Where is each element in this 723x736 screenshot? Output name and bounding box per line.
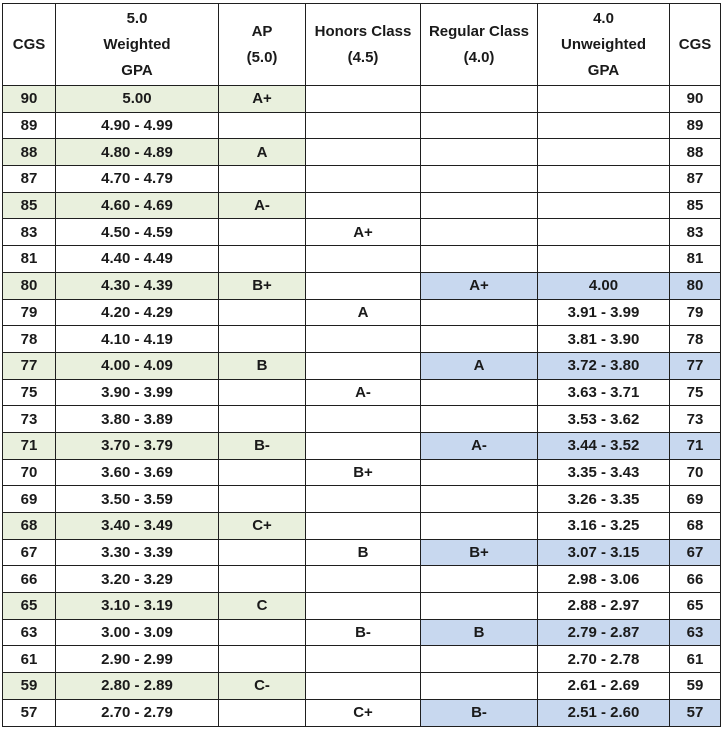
cgs-cell: 90 [3, 86, 56, 113]
ap-grade-cell [219, 566, 306, 593]
unweighted-gpa-cell [538, 246, 670, 273]
unweighted-gpa-cell: 2.88 - 2.97 [538, 593, 670, 620]
cgs-right-cell: 61 [670, 646, 721, 673]
ap-grade-cell [219, 646, 306, 673]
cgs-cell: 67 [3, 539, 56, 566]
table-row [3, 619, 721, 646]
table-body [3, 86, 721, 727]
honors-grade-cell [306, 326, 421, 353]
regular-grade-cell: B [421, 619, 538, 646]
weighted-gpa-cell: 3.80 - 3.89 [56, 406, 219, 433]
regular-grade-cell: B- [421, 699, 538, 726]
weighted-gpa-cell: 3.60 - 3.69 [56, 459, 219, 486]
cgs-right-cell: 88 [670, 139, 721, 166]
honors-grade-cell [306, 112, 421, 139]
cgs-cell: 83 [3, 219, 56, 246]
regular-grade-cell: A [421, 352, 538, 379]
unweighted-gpa-cell: 3.81 - 3.90 [538, 326, 670, 353]
regular-grade-cell [421, 513, 538, 540]
honors-grade-cell [306, 486, 421, 513]
regular-grade-cell [421, 112, 538, 139]
weighted-gpa-cell: 4.50 - 4.59 [56, 219, 219, 246]
cgs-cell: 77 [3, 352, 56, 379]
cgs-cell: 66 [3, 566, 56, 593]
weighted-gpa-cell: 2.90 - 2.99 [56, 646, 219, 673]
honors-grade-cell [306, 192, 421, 219]
table-row [3, 352, 721, 379]
cgs-right-cell: 87 [670, 166, 721, 193]
table-row [3, 192, 721, 219]
cgs-cell: 59 [3, 673, 56, 700]
ap-grade-cell: C- [219, 673, 306, 700]
regular-grade-cell [421, 326, 538, 353]
header-cgs-right: CGS [670, 4, 721, 86]
regular-grade-cell [421, 593, 538, 620]
unweighted-gpa-cell: 2.79 - 2.87 [538, 619, 670, 646]
cgs-right-cell: 59 [670, 673, 721, 700]
cgs-right-cell: 83 [670, 219, 721, 246]
unweighted-gpa-cell [538, 139, 670, 166]
ap-grade-cell [219, 699, 306, 726]
ap-grade-cell [219, 246, 306, 273]
weighted-gpa-cell: 2.70 - 2.79 [56, 699, 219, 726]
table-row [3, 299, 721, 326]
honors-grade-cell [306, 166, 421, 193]
regular-grade-cell: B+ [421, 539, 538, 566]
ap-grade-cell [219, 619, 306, 646]
regular-grade-cell [421, 459, 538, 486]
cgs-cell: 75 [3, 379, 56, 406]
weighted-gpa-cell: 4.00 - 4.09 [56, 352, 219, 379]
weighted-gpa-cell: 3.20 - 3.29 [56, 566, 219, 593]
weighted-gpa-cell: 4.30 - 4.39 [56, 272, 219, 299]
regular-grade-cell [421, 246, 538, 273]
regular-grade-cell [421, 219, 538, 246]
table-row [3, 406, 721, 433]
unweighted-gpa-cell [538, 166, 670, 193]
ap-grade-cell: C [219, 593, 306, 620]
honors-grade-cell: A [306, 299, 421, 326]
table-row [3, 432, 721, 459]
cgs-cell: 89 [3, 112, 56, 139]
header-unweighted-gpa: 4.0 Unweighted GPA [538, 4, 670, 86]
regular-grade-cell [421, 86, 538, 113]
weighted-gpa-cell: 4.20 - 4.29 [56, 299, 219, 326]
cgs-right-cell: 81 [670, 246, 721, 273]
unweighted-gpa-cell: 2.98 - 3.06 [538, 566, 670, 593]
cgs-right-cell: 73 [670, 406, 721, 433]
cgs-right-cell: 57 [670, 699, 721, 726]
table-row [3, 673, 721, 700]
honors-grade-cell [306, 646, 421, 673]
header-honors-class: Honors Class (4.5) [306, 4, 421, 86]
ap-grade-cell: A [219, 139, 306, 166]
table-row [3, 593, 721, 620]
weighted-gpa-cell: 5.00 [56, 86, 219, 113]
honors-grade-cell [306, 406, 421, 433]
ap-grade-cell: A+ [219, 86, 306, 113]
weighted-gpa-cell: 3.50 - 3.59 [56, 486, 219, 513]
ap-grade-cell [219, 219, 306, 246]
table-row [3, 539, 721, 566]
honors-grade-cell: B+ [306, 459, 421, 486]
regular-grade-cell: A+ [421, 272, 538, 299]
weighted-gpa-cell: 4.80 - 4.89 [56, 139, 219, 166]
unweighted-gpa-cell: 3.63 - 3.71 [538, 379, 670, 406]
ap-grade-cell [219, 539, 306, 566]
regular-grade-cell [421, 646, 538, 673]
cgs-cell: 71 [3, 432, 56, 459]
table-row [3, 459, 721, 486]
cgs-cell: 57 [3, 699, 56, 726]
cgs-right-cell: 67 [670, 539, 721, 566]
ap-grade-cell [219, 406, 306, 433]
table-row [3, 86, 721, 113]
cgs-cell: 63 [3, 619, 56, 646]
table-row [3, 646, 721, 673]
table-row [3, 166, 721, 193]
ap-grade-cell [219, 486, 306, 513]
cgs-cell: 78 [3, 326, 56, 353]
ap-grade-cell [219, 112, 306, 139]
cgs-right-cell: 80 [670, 272, 721, 299]
table-wrapper [2, 3, 723, 727]
cgs-right-cell: 75 [670, 379, 721, 406]
table-row [3, 486, 721, 513]
honors-grade-cell: B- [306, 619, 421, 646]
regular-grade-cell: A- [421, 432, 538, 459]
table-row [3, 513, 721, 540]
honors-grade-cell [306, 352, 421, 379]
cgs-cell: 87 [3, 166, 56, 193]
weighted-gpa-cell: 4.60 - 4.69 [56, 192, 219, 219]
cgs-cell: 80 [3, 272, 56, 299]
weighted-gpa-cell: 3.30 - 3.39 [56, 539, 219, 566]
honors-grade-cell [306, 139, 421, 166]
unweighted-gpa-cell: 3.44 - 3.52 [538, 432, 670, 459]
honors-grade-cell [306, 566, 421, 593]
table-row [3, 699, 721, 726]
cgs-cell: 73 [3, 406, 56, 433]
ap-grade-cell [219, 299, 306, 326]
table-row [3, 566, 721, 593]
cgs-cell: 85 [3, 192, 56, 219]
cgs-right-cell: 63 [670, 619, 721, 646]
table-row [3, 246, 721, 273]
regular-grade-cell [421, 406, 538, 433]
weighted-gpa-cell: 4.40 - 4.49 [56, 246, 219, 273]
ap-grade-cell: A- [219, 192, 306, 219]
header-cgs-left: CGS [3, 4, 56, 86]
unweighted-gpa-cell [538, 112, 670, 139]
table-row [3, 379, 721, 406]
honors-grade-cell [306, 246, 421, 273]
regular-grade-cell [421, 166, 538, 193]
honors-grade-cell [306, 673, 421, 700]
cgs-right-cell: 78 [670, 326, 721, 353]
gpa-conversion-table [2, 3, 721, 727]
cgs-right-cell: 79 [670, 299, 721, 326]
honors-grade-cell [306, 593, 421, 620]
unweighted-gpa-cell: 4.00 [538, 272, 670, 299]
ap-grade-cell: C+ [219, 513, 306, 540]
unweighted-gpa-cell: 3.26 - 3.35 [538, 486, 670, 513]
cgs-cell: 79 [3, 299, 56, 326]
cgs-cell: 61 [3, 646, 56, 673]
honors-grade-cell [306, 432, 421, 459]
regular-grade-cell [421, 566, 538, 593]
cgs-right-cell: 90 [670, 86, 721, 113]
honors-grade-cell [306, 272, 421, 299]
regular-grade-cell [421, 379, 538, 406]
table-row [3, 219, 721, 246]
honors-grade-cell: C+ [306, 699, 421, 726]
header-weighted-gpa: 5.0 Weighted GPA [56, 4, 219, 86]
unweighted-gpa-cell: 3.53 - 3.62 [538, 406, 670, 433]
cgs-cell: 70 [3, 459, 56, 486]
cgs-cell: 69 [3, 486, 56, 513]
unweighted-gpa-cell [538, 192, 670, 219]
regular-grade-cell [421, 139, 538, 166]
header-regular-class: Regular Class (4.0) [421, 4, 538, 86]
table-row [3, 326, 721, 353]
header-row [3, 4, 721, 86]
weighted-gpa-cell: 4.10 - 4.19 [56, 326, 219, 353]
ap-grade-cell [219, 379, 306, 406]
cgs-cell: 88 [3, 139, 56, 166]
unweighted-gpa-cell: 3.16 - 3.25 [538, 513, 670, 540]
cgs-right-cell: 77 [670, 352, 721, 379]
unweighted-gpa-cell [538, 219, 670, 246]
ap-grade-cell: B- [219, 432, 306, 459]
cgs-right-cell: 70 [670, 459, 721, 486]
unweighted-gpa-cell: 2.61 - 2.69 [538, 673, 670, 700]
regular-grade-cell [421, 673, 538, 700]
honors-grade-cell: B [306, 539, 421, 566]
regular-grade-cell [421, 192, 538, 219]
cgs-right-cell: 85 [670, 192, 721, 219]
ap-grade-cell [219, 459, 306, 486]
weighted-gpa-cell: 4.90 - 4.99 [56, 112, 219, 139]
weighted-gpa-cell: 2.80 - 2.89 [56, 673, 219, 700]
weighted-gpa-cell: 3.00 - 3.09 [56, 619, 219, 646]
unweighted-gpa-cell: 2.70 - 2.78 [538, 646, 670, 673]
table-row [3, 139, 721, 166]
unweighted-gpa-cell: 3.91 - 3.99 [538, 299, 670, 326]
regular-grade-cell [421, 486, 538, 513]
ap-grade-cell [219, 326, 306, 353]
regular-grade-cell [421, 299, 538, 326]
honors-grade-cell [306, 86, 421, 113]
cgs-right-cell: 69 [670, 486, 721, 513]
cgs-right-cell: 89 [670, 112, 721, 139]
weighted-gpa-cell: 3.70 - 3.79 [56, 432, 219, 459]
cgs-right-cell: 71 [670, 432, 721, 459]
cgs-cell: 81 [3, 246, 56, 273]
unweighted-gpa-cell: 2.51 - 2.60 [538, 699, 670, 726]
table-row [3, 112, 721, 139]
unweighted-gpa-cell: 3.72 - 3.80 [538, 352, 670, 379]
honors-grade-cell: A+ [306, 219, 421, 246]
header-ap: AP (5.0) [219, 4, 306, 86]
weighted-gpa-cell: 3.10 - 3.19 [56, 593, 219, 620]
weighted-gpa-cell: 3.40 - 3.49 [56, 513, 219, 540]
ap-grade-cell: B+ [219, 272, 306, 299]
unweighted-gpa-cell: 3.35 - 3.43 [538, 459, 670, 486]
weighted-gpa-cell: 3.90 - 3.99 [56, 379, 219, 406]
honors-grade-cell: A- [306, 379, 421, 406]
cgs-cell: 68 [3, 513, 56, 540]
table-row [3, 272, 721, 299]
cgs-right-cell: 68 [670, 513, 721, 540]
unweighted-gpa-cell: 3.07 - 3.15 [538, 539, 670, 566]
ap-grade-cell [219, 166, 306, 193]
honors-grade-cell [306, 513, 421, 540]
unweighted-gpa-cell [538, 86, 670, 113]
cgs-right-cell: 66 [670, 566, 721, 593]
weighted-gpa-cell: 4.70 - 4.79 [56, 166, 219, 193]
ap-grade-cell: B [219, 352, 306, 379]
cgs-right-cell: 65 [670, 593, 721, 620]
cgs-cell: 65 [3, 593, 56, 620]
